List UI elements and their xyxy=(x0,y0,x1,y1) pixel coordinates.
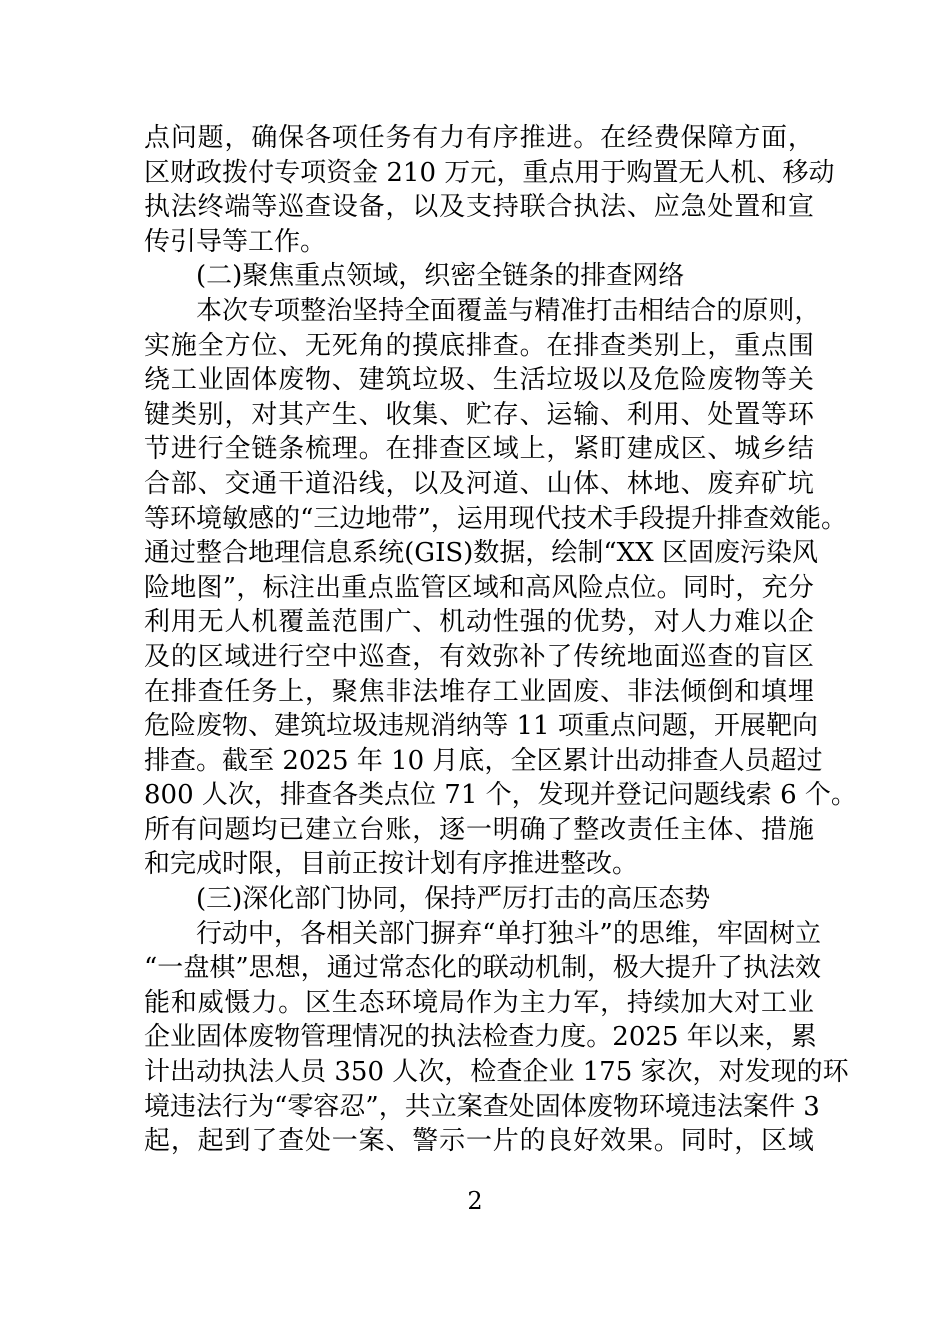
text-line-content: 在 排 查 任 务 上 ， 聚 焦 非 法 堆 存 工 业 固 废 、 非 法 倾 倒 和 填 埋 xyxy=(144,676,814,707)
text-line-content: 能 和 威 慑 力 。 区 生 态 环 境 局 作 为 主 力 军 ， 持 续 加 大 对 工 业 xyxy=(144,987,814,1018)
text-line-content: 800 人 次 ， 排 查 各 类 点 位 71 个 ， 发 现 并 登 记 问 题 线 索 6 个 。 xyxy=(144,780,857,811)
text-line-content: 危 险 废 物 、 建 筑 垃 圾 违 规 消 纳 等 11 项 重 点 问 题 ， 开 展 靶 向 xyxy=(144,711,818,742)
text-line xyxy=(144,190,814,225)
text-line xyxy=(144,1055,849,1090)
text-line xyxy=(144,259,814,294)
text-line xyxy=(144,744,823,779)
text-line xyxy=(144,225,814,260)
text-line-content: 企 业 固 体 废 物 管 理 情 况 的 执 法 检 查 力 度 。 2025 年 以 来 ， 累 xyxy=(144,1022,817,1053)
text-line-content: 本 次 专 项 整 治 坚 持 全 面 覆 盖 与 精 准 打 击 相 结 合 的 原 则 ， xyxy=(196,295,821,326)
text-line xyxy=(144,917,821,952)
text-line xyxy=(144,675,814,710)
text-line xyxy=(144,294,821,329)
text-line xyxy=(144,467,814,502)
page-number: 2 xyxy=(467,1187,483,1215)
text-line-content: 险 地 图 ” ， 标 注 出 重 点 监 管 区 域 和 高 风 险 点 位 。 同 时 ， 充 分 xyxy=(144,572,814,603)
text-line-content: (三)深化部门协同，保持严厉打击的高压态势 xyxy=(196,884,711,915)
text-line xyxy=(144,986,814,1021)
text-line xyxy=(144,778,857,813)
text-line-content: 传引导等工作。 xyxy=(144,226,327,257)
text-line-content: 合 部 、 交 通 干 道 沿 线 ， 以 及 河 道 、 山 体 、 林 地 、 废 弃 矿 坑 xyxy=(144,468,814,499)
text-line xyxy=(144,432,814,467)
text-line-content: 实 施 全 方 位 、 无 死 角 的 摸 底 排 查 。 在 排 查 类 别 上 ， 重 点 围 xyxy=(144,330,814,361)
text-line xyxy=(144,536,819,571)
text-line-content: 利 用 无 人 机 覆 盖 范 围 广 、 机 动 性 强 的 优 势 ， 对 人 力 难 以 企 xyxy=(144,607,814,638)
text-line-content: 执 法 终 端 等 巡 查 设 备 ， 以 及 支 持 联 合 执 法 、 应 急 处 置 和 宣 xyxy=(144,192,814,223)
text-line-content: 排 查 。 截 至 2025 年 10 月 底 ， 全 区 累 计 出 动 排 查 人 员 超 过 xyxy=(144,745,823,776)
text-line xyxy=(144,813,814,848)
text-line-content: 等 环 境 敏 感 的 “ 三 边 地 带 ” ， 运 用 现 代 技 术 手 段 提 升 排 查 效 能 。 xyxy=(144,503,847,534)
text-line-content: 节 进 行 全 链 条 梳 理 。 在 排 查 区 域 上 ， 紧 盯 建 成 区 、 城 乡 结 xyxy=(144,434,814,465)
text-line-content: 及 的 区 域 进 行 空 中 巡 查 ， 有 效 弥 补 了 传 统 地 面 巡 查 的 盲 区 xyxy=(144,641,814,672)
text-line xyxy=(144,398,814,433)
text-line xyxy=(144,156,835,191)
text-line xyxy=(144,640,814,675)
text-line xyxy=(144,1020,817,1055)
text-line xyxy=(144,605,814,640)
text-line-content: 绕 工 业 固 体 废 物 、 建 筑 垃 圾 、 生 活 垃 圾 以 及 危 险 废 物 等 关 xyxy=(144,365,814,396)
text-line xyxy=(144,1124,814,1159)
text-line-content: 计 出 动 执 法 人 员 350 人 次 ， 检 查 企 业 175 家 次 ， 对 发 现 的 环 xyxy=(144,1057,849,1088)
text-line-content: (二)聚焦重点领域，织密全链条的排查网络 xyxy=(196,261,685,292)
text-line xyxy=(144,882,814,917)
text-line-content: 键 类 别 ， 对 其 产 生 、 收 集 、 贮 存 、 运 输 、 利 用 、 处 置 等 环 xyxy=(144,399,814,430)
text-line-content: 起 ， 起 到 了 查 处 一 案 、 警 示 一 片 的 良 好 效 果 。 同 时 ， 区 域 xyxy=(144,1126,814,1157)
text-line-content: 所 有 问 题 均 已 建 立 台 账 ， 逐 一 明 确 了 整 改 责 任 主 体 、 措 施 xyxy=(144,814,814,845)
text-line xyxy=(144,709,818,744)
text-line-content: 境 违 法 行 为 “ 零 容 忍 ” ， 共 立 案 查 处 固 体 废 物 环 境 违 法 案 件 3 xyxy=(144,1091,820,1122)
text-line xyxy=(144,847,814,882)
text-line xyxy=(144,121,814,156)
text-line-content: 区 财 政 拨 付 专 项 资 金 210 万 元 ， 重 点 用 于 购 置 无 人 机 、 移 动 xyxy=(144,157,835,188)
text-line xyxy=(144,363,814,398)
text-line xyxy=(144,951,821,986)
text-line-content: 通 过 整 合 地 理 信 息 系 统 (GIS) 数 据 ， 绘 制 “ XX 区 固 废 污 染 风 xyxy=(144,538,819,569)
text-line xyxy=(144,1090,820,1125)
document-body xyxy=(144,121,857,1159)
text-line xyxy=(144,502,847,537)
text-line-content: 行 动 中 ， 各 相 关 部 门 摒 弃 “ 单 打 独 斗 ” 的 思 维 ， 牢 固 树 立 xyxy=(196,918,821,949)
text-line xyxy=(144,571,814,606)
text-line xyxy=(144,329,814,364)
text-line-content: 和完成时限，目前正按计划有序推进整改。 xyxy=(144,849,639,880)
text-line-content: 点 问 题 ， 确 保 各 项 任 务 有 力 有 序 推 进 。 在 经 费 保 障 方 面 ， xyxy=(144,123,814,153)
text-line-content: “ 一 盘 棋 ” 思 想 ， 通 过 常 态 化 的 联 动 机 制 ， 极 大 提 升 了 执 法 效 xyxy=(144,953,821,984)
